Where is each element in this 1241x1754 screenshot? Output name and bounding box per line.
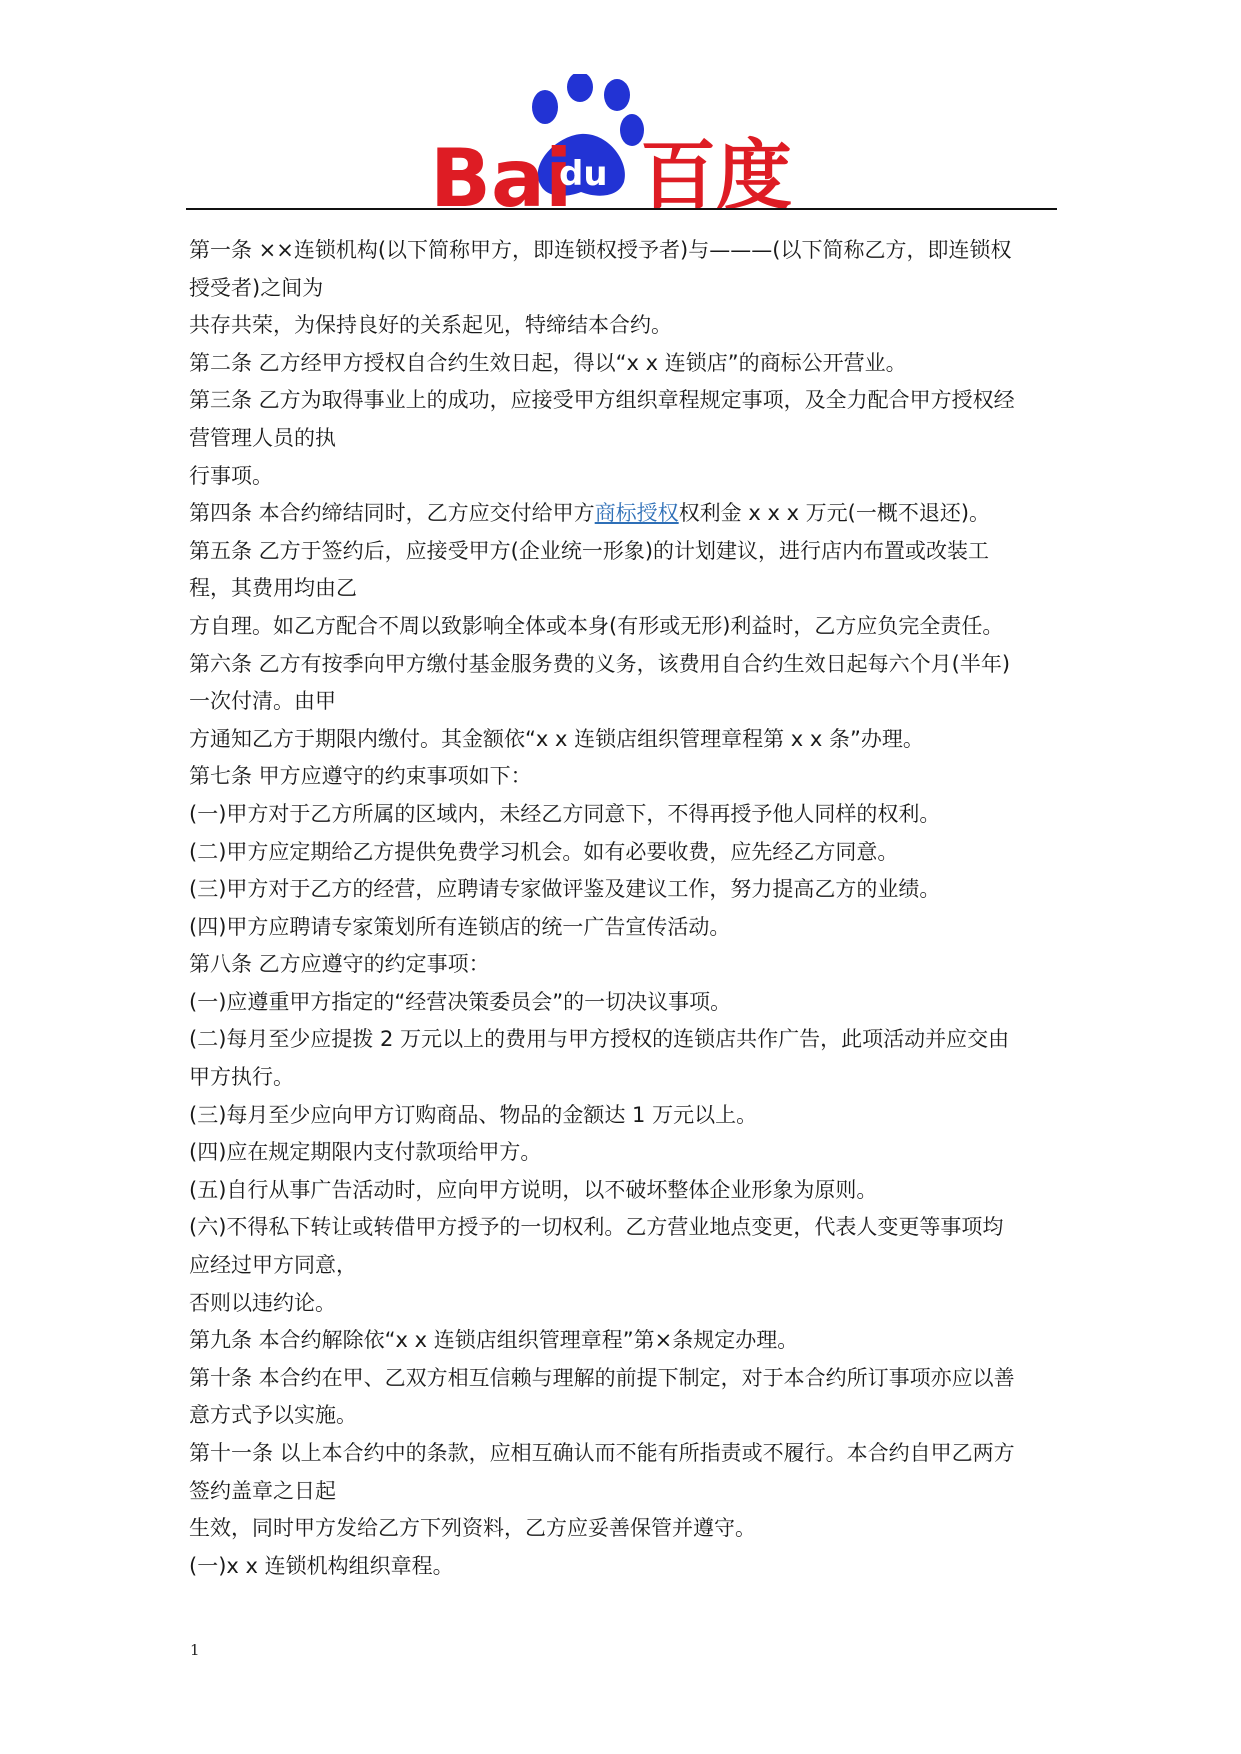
text-segment: 权利金 x x x 万元(一概不退还)。 (678, 501, 991, 526)
text-line: (三)甲方对于乙方的经营，应聘请专家做评鉴及建议工作，努力提高乙方的业绩。 (189, 877, 941, 902)
trademark-license-link[interactable]: 商标授权 (594, 501, 679, 526)
text-line: 第十一条 以上本合约中的条款，应相互确认而不能有所指责或不履行。本合约自甲乙两方 (189, 1441, 1015, 1465)
text-line: (二)每月至少应提拨 2 万元以上的费用与甲方授权的连锁店共作广告，此项活动并应交由 (189, 1027, 1010, 1052)
contract-body (189, 232, 1057, 1585)
text-line: 第二条 乙方经甲方授权自合约生效日起，得以“x x 连锁店”的商标公开营业。 (189, 350, 907, 375)
text-line: 应经过甲方同意， (189, 1253, 357, 1278)
text-line: 程，其费用均由乙 (189, 576, 357, 601)
text-line: (一)x x 连锁机构组织章程。 (189, 1553, 454, 1578)
text-line-with-link (189, 495, 1057, 533)
text-line: 第六条 乙方有按季向甲方缴付基金服务费的义务，该费用自合约生效日起每六个月(半年) (189, 651, 1011, 676)
text-line: 共存共荣，为保持良好的关系起见，特缔结本合约。 (189, 313, 672, 338)
text-line: (一)甲方对于乙方所属的区域内，未经乙方同意下，不得再授予他人同样的权利。 (189, 801, 941, 826)
text-line: 否则以违约论。 (189, 1290, 336, 1315)
text-line: 第十条 本合约在甲、乙双方相互信赖与理解的前提下制定，对于本合约所订事项亦应以善 (189, 1365, 1015, 1390)
header-divider (186, 208, 1057, 210)
text-line: 第八条 乙方应遵守的约定事项： (189, 952, 490, 977)
text-line: 甲方执行。 (189, 1065, 294, 1090)
text-line: (六)不得私下转让或转借甲方授予的一切权利。乙方营业地点变更，代表人变更等事项均 (189, 1215, 1004, 1240)
text-line: (四)应在规定期限内支付款项给甲方。 (189, 1140, 542, 1165)
text-line: 授受者)之间为 (189, 275, 324, 300)
logo-text-latin: Bai (430, 132, 573, 210)
text-line: 第一条 ××连锁机构(以下简称甲方，即连锁权授予者)与———(以下简称乙方，即连锁权 (189, 238, 1012, 262)
text-line: 第五条 乙方于签约后，应接受甲方(企业统一形象)的计划建议，进行店内布置或改装工 (189, 538, 990, 563)
text-line: (三)每月至少应向甲方订购商品、物品的金额达 1 万元以上。 (189, 1102, 758, 1127)
text-line: 第九条 本合约解除依“x x 连锁店组织管理章程”第×条规定办理。 (189, 1328, 799, 1353)
text-line: 生效，同时甲方发给乙方下列资料，乙方应妥善保管并遵守。 (189, 1516, 756, 1541)
text-line: 第三条 乙方为取得事业上的成功，应接受甲方组织章程规定事项，及全力配合甲方授权经 (189, 388, 1015, 413)
text-line: 意方式予以实施。 (189, 1403, 357, 1428)
text-line: (二)甲方应定期给乙方提供免费学习机会。如有必要收费，应先经乙方同意。 (189, 839, 899, 864)
text-line: 行事项。 (189, 463, 273, 488)
text-line: 方通知乙方于期限内缴付。其金额依“x x 连锁店组织管理章程第 x x 条”办理。 (189, 726, 924, 751)
text-line: 方自理。如乙方配合不周以致影响全体或本身(有形或无形)利益时，乙方应负完全责任。 (189, 613, 1004, 638)
text-segment: 第四条 本合约缔结同时，乙方应交付给甲方 (189, 501, 595, 526)
page-number: 1 (190, 1641, 200, 1659)
text-line: (一)应遵重甲方指定的“经营决策委员会”的一切决议事项。 (189, 989, 732, 1014)
baidu-logo-image (418, 74, 828, 210)
text-line: (四)甲方应聘请专家策划所有连锁店的统一广告宣传活动。 (189, 914, 731, 939)
text-line: (五)自行从事广告活动时，应向甲方说明，以不破坏整体企业形象为原则。 (189, 1177, 878, 1202)
text-line: 一次付清。由甲 (189, 689, 336, 714)
text-line: 第七条 甲方应遵守的约束事项如下： (189, 764, 532, 789)
logo-text-paw: du (559, 154, 608, 194)
logo-text-cn: 百度 (640, 131, 792, 210)
baidu-logo (418, 74, 828, 210)
text-line: 签约盖章之日起 (189, 1478, 336, 1503)
text-line: 营管理人员的执 (189, 425, 336, 450)
